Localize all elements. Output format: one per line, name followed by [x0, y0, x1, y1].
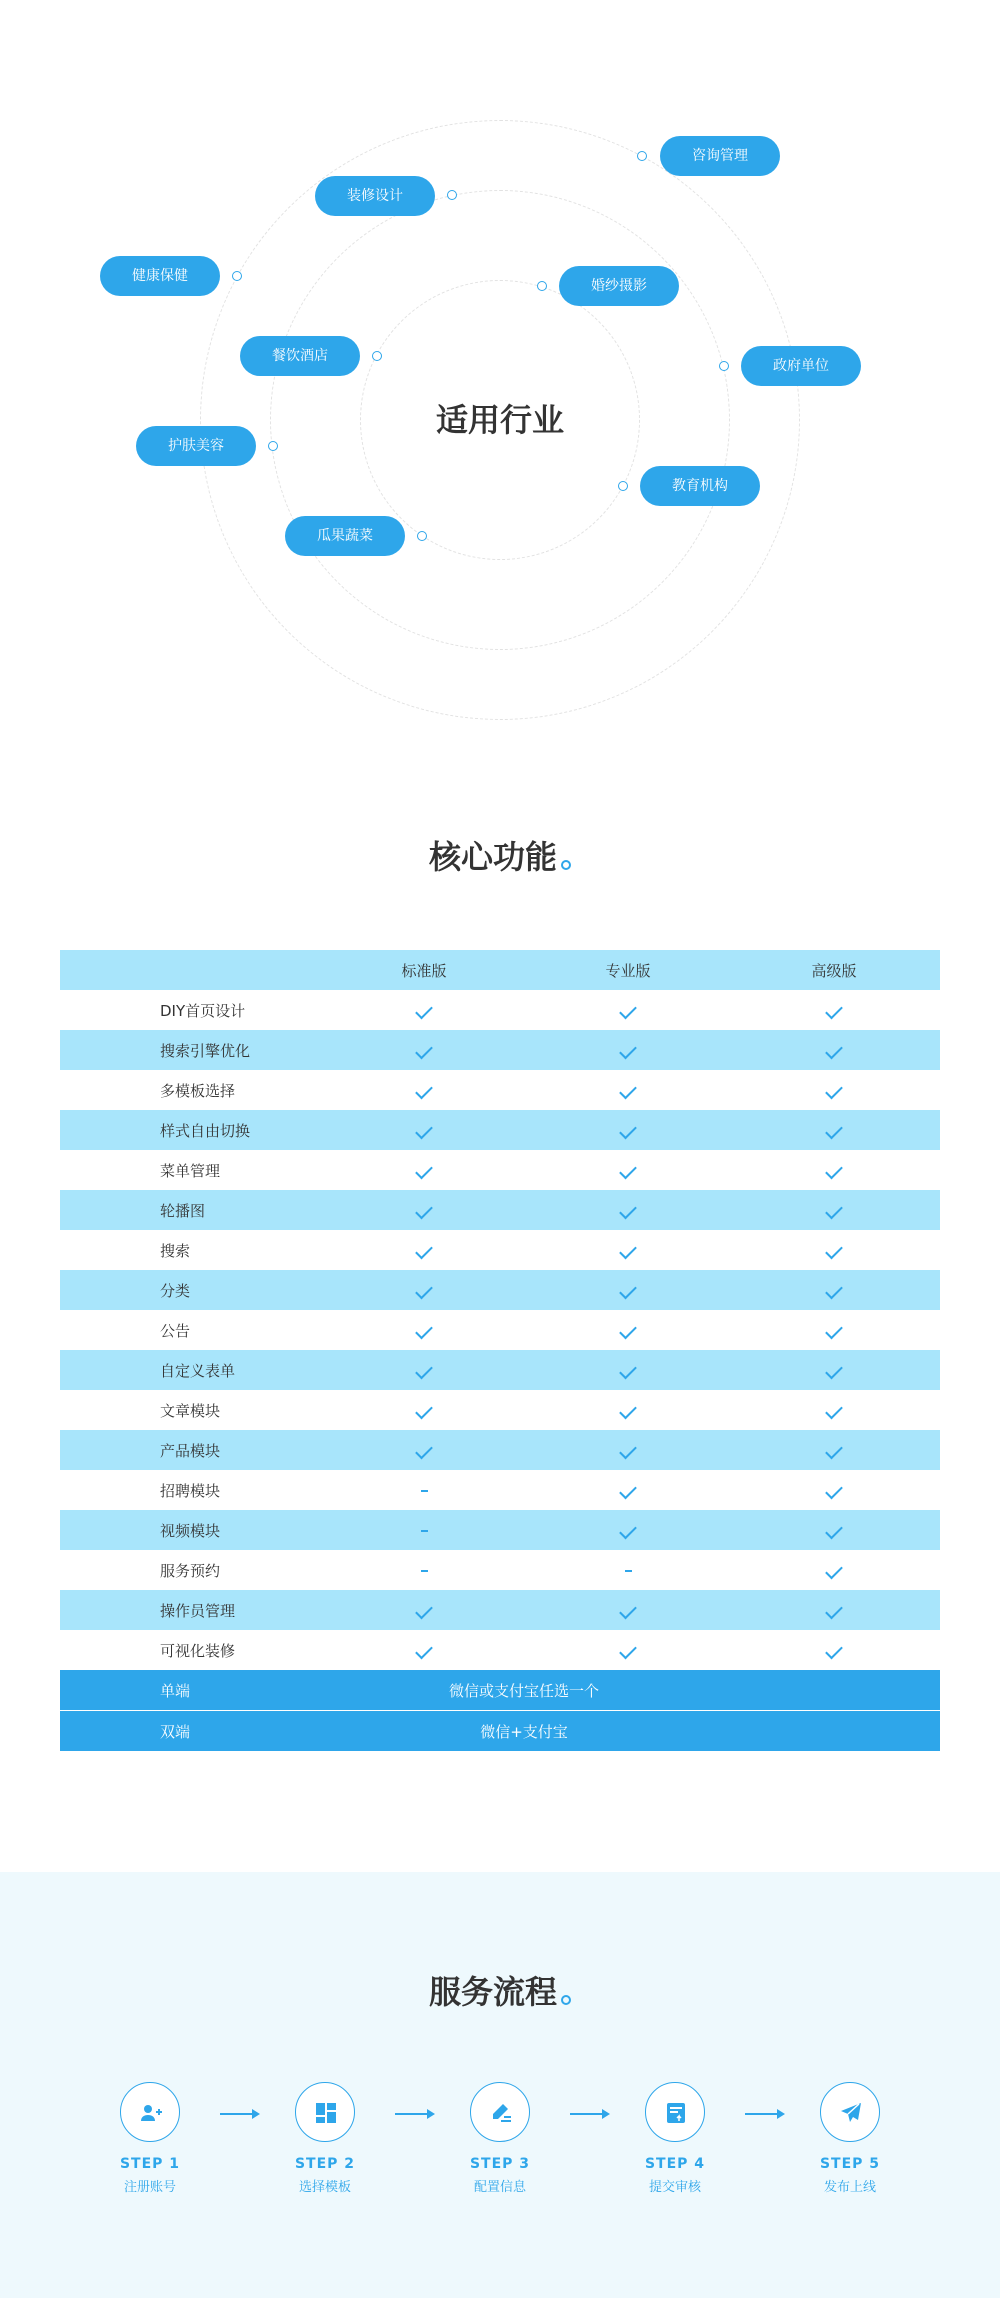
check-icon — [619, 1002, 637, 1020]
table-row — [60, 1310, 940, 1350]
feature-cell — [728, 1561, 940, 1579]
orbit-dot — [618, 481, 628, 491]
feature-cell — [728, 1521, 940, 1539]
industry-tag[interactable]: 教育机构 — [640, 466, 760, 506]
step-desc: 发布上线 — [823, 2180, 876, 2195]
feature-cell — [320, 1001, 528, 1019]
table-row — [60, 1430, 940, 1470]
table-row — [60, 1550, 940, 1590]
arrow-right-icon — [220, 2113, 258, 2115]
feature-cell — [528, 1321, 728, 1339]
orbit-dot — [719, 361, 729, 371]
step-label: STEP 1 — [119, 2156, 181, 2172]
feature-cell — [728, 1361, 940, 1379]
industry-tag[interactable]: 婚纱摄影 — [559, 266, 679, 306]
feature-cell — [528, 1521, 728, 1539]
check-icon — [619, 1642, 637, 1660]
feature-cell — [528, 1601, 728, 1619]
header-cell-standard: 标准版 — [401, 961, 447, 980]
feature-name: 样式自由切换 — [160, 1121, 251, 1140]
title-dot-icon — [561, 860, 571, 870]
check-icon — [415, 1122, 433, 1140]
process-section — [0, 1872, 1000, 2298]
check-icon — [825, 1522, 843, 1540]
check-icon — [619, 1082, 637, 1100]
check-icon — [415, 1082, 433, 1100]
feature-cell — [320, 1561, 528, 1579]
feature-name: 招聘模块 — [160, 1481, 221, 1500]
feature-cell — [528, 1361, 728, 1379]
feature-name: 搜索 — [160, 1241, 191, 1260]
step-desc: 选择模板 — [298, 2180, 351, 2195]
feature-name: 分类 — [160, 1281, 191, 1300]
check-icon — [825, 1602, 843, 1620]
check-icon — [825, 1122, 843, 1140]
step-label: STEP 5 — [819, 2156, 881, 2172]
feature-cell — [320, 1481, 528, 1499]
feature-cell — [728, 1241, 940, 1259]
table-row — [60, 1470, 940, 1510]
feature-cell — [320, 1441, 528, 1459]
check-icon — [619, 1322, 637, 1340]
check-icon — [415, 1642, 433, 1660]
check-icon — [825, 1202, 843, 1220]
dash-icon — [421, 1570, 428, 1572]
step-desc: 注册账号 — [123, 2180, 176, 2195]
payment-row — [60, 1670, 940, 1710]
feature-name: 轮播图 — [160, 1201, 206, 1220]
check-icon — [619, 1202, 637, 1220]
paper-plane-icon — [820, 2082, 880, 2142]
arrow-right-icon — [745, 2113, 783, 2115]
check-icon — [825, 1402, 843, 1420]
feature-name: 自定义表单 — [160, 1361, 236, 1380]
orbit-dot — [447, 190, 457, 200]
feature-name: 多模板选择 — [160, 1081, 236, 1100]
payment-row — [60, 1711, 940, 1751]
feature-cell — [320, 1521, 528, 1539]
check-icon — [619, 1122, 637, 1140]
payment-desc: 微信+支付宝 — [480, 1722, 568, 1741]
header-cell-professional: 专业版 — [605, 961, 651, 980]
feature-cell — [728, 1401, 940, 1419]
feature-cell — [320, 1361, 528, 1379]
feature-cell — [320, 1041, 528, 1059]
check-icon — [825, 1482, 843, 1500]
feature-name: 视频模块 — [160, 1521, 221, 1540]
step-label: STEP 2 — [294, 2156, 356, 2172]
payment-desc: 微信或支付宝任选一个 — [448, 1681, 599, 1700]
feature-cell — [320, 1201, 528, 1219]
industry-tag[interactable]: 瓜果蔬菜 — [285, 516, 405, 556]
orbit-dot — [268, 441, 278, 451]
table-row — [60, 990, 940, 1030]
step-label: STEP 4 — [644, 2156, 706, 2172]
check-icon — [415, 1602, 433, 1620]
feature-cell — [320, 1241, 528, 1259]
check-icon — [619, 1522, 637, 1540]
check-icon — [619, 1442, 637, 1460]
feature-name: 产品模块 — [160, 1441, 221, 1460]
process-title-text: 服务流程 — [428, 1973, 557, 2011]
table-row — [60, 1590, 940, 1630]
step-1[interactable] — [90, 2082, 210, 2195]
orbit-dot — [417, 531, 427, 541]
check-icon — [619, 1042, 637, 1060]
check-icon — [825, 1562, 843, 1580]
check-icon — [825, 1322, 843, 1340]
check-icon — [415, 1442, 433, 1460]
header-cell-advanced: 高级版 — [811, 961, 857, 980]
feature-rows — [60, 990, 940, 1670]
table-row — [60, 1630, 940, 1670]
features-title — [0, 832, 1000, 878]
industry-tag[interactable]: 护肤美容 — [136, 426, 256, 466]
feature-name: 文章模块 — [160, 1401, 221, 1420]
industry-tag[interactable]: 政府单位 — [741, 346, 861, 386]
feature-name: 搜索引擎优化 — [160, 1041, 251, 1060]
feature-cell — [728, 1481, 940, 1499]
check-icon — [619, 1482, 637, 1500]
feature-cell — [320, 1121, 528, 1139]
feature-cell — [728, 1201, 940, 1219]
arrow-right-icon — [395, 2113, 433, 2115]
process-title — [0, 1967, 1000, 2013]
feature-name: 公告 — [160, 1321, 191, 1340]
feature-cell — [728, 1041, 940, 1059]
check-icon — [415, 1362, 433, 1380]
step-4[interactable] — [615, 2082, 735, 2195]
check-icon — [415, 1282, 433, 1300]
step-desc: 提交审核 — [648, 2180, 701, 2195]
feature-cell — [728, 1161, 940, 1179]
industry-tag[interactable]: 餐饮酒店 — [240, 336, 360, 376]
feature-cell — [528, 1081, 728, 1099]
check-icon — [825, 1042, 843, 1060]
feature-cell — [320, 1321, 528, 1339]
arrow-right-icon — [570, 2113, 608, 2115]
step-3[interactable] — [440, 2082, 560, 2195]
table-row — [60, 1070, 940, 1110]
table-row — [60, 1190, 940, 1230]
feature-cell — [528, 1441, 728, 1459]
check-icon — [825, 1002, 843, 1020]
feature-name: DIY首页设计 — [160, 1001, 246, 1020]
check-icon — [415, 1402, 433, 1420]
table-row — [60, 1110, 940, 1150]
industries-section — [0, 0, 1000, 760]
feature-cell — [528, 1401, 728, 1419]
industries-title: 适用行业 — [435, 401, 564, 439]
feature-cell — [728, 1121, 940, 1139]
payment-name: 单端 — [160, 1681, 191, 1700]
table-row — [60, 1510, 940, 1550]
industry-tag[interactable]: 装修设计 — [315, 176, 435, 216]
orbit-dot — [537, 281, 547, 291]
feature-comparison-table — [60, 950, 940, 1751]
dash-icon — [421, 1490, 428, 1492]
feature-cell — [320, 1281, 528, 1299]
feature-cell — [528, 1241, 728, 1259]
industry-tag[interactable]: 健康保健 — [100, 256, 220, 296]
feature-cell — [528, 1001, 728, 1019]
feature-cell — [728, 1321, 940, 1339]
step-desc: 配置信息 — [473, 2180, 526, 2195]
feature-cell — [528, 1561, 728, 1579]
table-row — [60, 1390, 940, 1430]
industry-tag[interactable]: 咨询管理 — [660, 136, 780, 176]
feature-cell — [528, 1281, 728, 1299]
feature-cell — [320, 1161, 528, 1179]
check-icon — [415, 1322, 433, 1340]
feature-name: 操作员管理 — [160, 1601, 236, 1620]
feature-cell — [320, 1601, 528, 1619]
check-icon — [619, 1282, 637, 1300]
feature-cell — [320, 1641, 528, 1659]
check-icon — [415, 1162, 433, 1180]
template-grid-icon — [295, 2082, 355, 2142]
check-icon — [415, 1202, 433, 1220]
feature-cell — [320, 1081, 528, 1099]
payment-name: 双端 — [160, 1722, 191, 1741]
check-icon — [825, 1642, 843, 1660]
check-icon — [825, 1162, 843, 1180]
check-icon — [825, 1242, 843, 1260]
dash-icon — [421, 1530, 428, 1532]
user-add-icon — [120, 2082, 180, 2142]
check-icon — [825, 1442, 843, 1460]
check-icon — [825, 1282, 843, 1300]
check-icon — [619, 1162, 637, 1180]
orbit-dot — [372, 351, 382, 361]
orbit-dot — [637, 151, 647, 161]
check-icon — [619, 1362, 637, 1380]
feature-name: 服务预约 — [160, 1561, 221, 1580]
feature-cell — [728, 1601, 940, 1619]
orbit-dot — [232, 271, 242, 281]
check-icon — [415, 1002, 433, 1020]
feature-cell — [528, 1161, 728, 1179]
feature-cell — [528, 1041, 728, 1059]
dash-icon — [625, 1570, 632, 1572]
step-label: STEP 3 — [469, 2156, 531, 2172]
edit-pen-icon — [470, 2082, 530, 2142]
check-icon — [415, 1042, 433, 1060]
table-header-row — [60, 950, 940, 990]
feature-cell — [728, 1641, 940, 1659]
submit-document-icon — [645, 2082, 705, 2142]
feature-cell — [728, 1081, 940, 1099]
table-row — [60, 1230, 940, 1270]
check-icon — [415, 1242, 433, 1260]
check-icon — [825, 1362, 843, 1380]
feature-cell — [528, 1641, 728, 1659]
table-row — [60, 1150, 940, 1190]
feature-cell — [528, 1481, 728, 1499]
feature-name: 可视化装修 — [160, 1641, 236, 1660]
feature-cell — [728, 1281, 940, 1299]
table-row — [60, 1270, 940, 1310]
step-5[interactable] — [790, 2082, 910, 2195]
check-icon — [825, 1082, 843, 1100]
feature-cell — [528, 1201, 728, 1219]
check-icon — [619, 1242, 637, 1260]
table-row — [60, 1350, 940, 1390]
table-row — [60, 1030, 940, 1070]
features-title-text: 核心功能 — [428, 838, 557, 876]
feature-cell — [728, 1441, 940, 1459]
feature-name: 菜单管理 — [160, 1161, 221, 1180]
title-dot-icon — [561, 1995, 571, 2005]
feature-cell — [528, 1121, 728, 1139]
step-2[interactable] — [265, 2082, 385, 2195]
check-icon — [619, 1402, 637, 1420]
feature-cell — [320, 1401, 528, 1419]
feature-cell — [728, 1001, 940, 1019]
check-icon — [619, 1602, 637, 1620]
